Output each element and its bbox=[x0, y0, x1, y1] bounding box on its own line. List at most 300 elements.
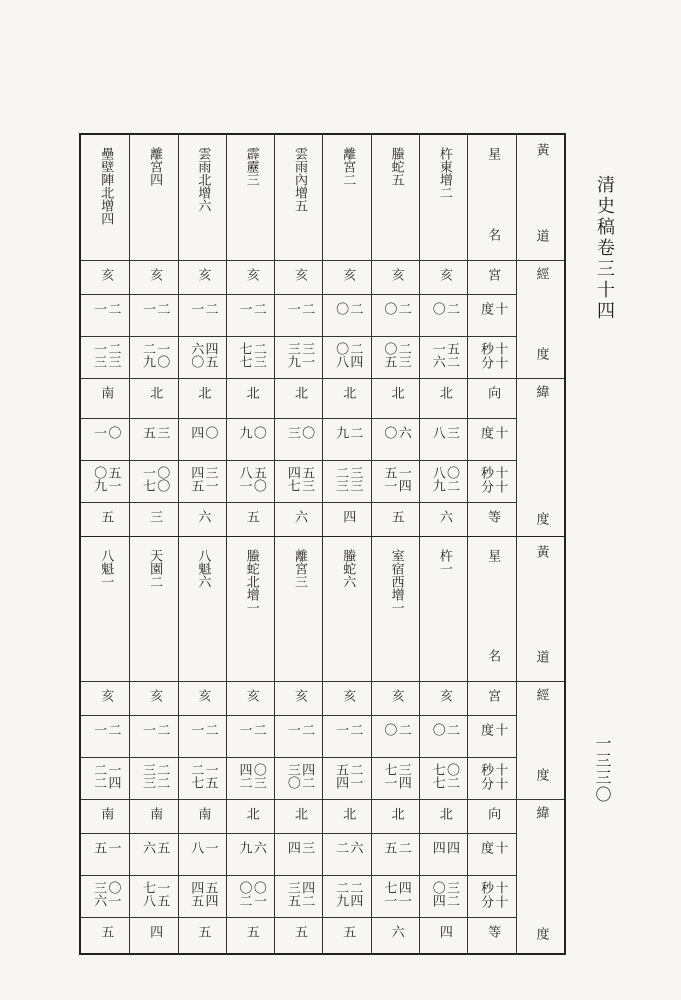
star-value: 三四 七一 bbox=[381, 763, 411, 789]
star-value: 五 bbox=[243, 510, 259, 523]
star-lat_minsec-cell bbox=[81, 875, 129, 917]
star-mag-cell bbox=[274, 917, 322, 953]
star-mag-cell bbox=[226, 917, 274, 953]
star-lat_minsec-cell bbox=[322, 875, 370, 917]
star-value: 二 一 bbox=[91, 302, 121, 315]
label-text: 十 度 bbox=[478, 426, 508, 440]
star-value: 亥 bbox=[195, 689, 211, 702]
star-value: 五 bbox=[243, 925, 259, 938]
star-value: 二一 五四 bbox=[333, 763, 363, 789]
star-value: 北 bbox=[388, 807, 404, 820]
label-lat_minsec bbox=[467, 460, 515, 502]
star-palace-cell bbox=[226, 681, 274, 715]
star-lat_minsec-cell bbox=[129, 875, 177, 917]
label-text: 十十 秒分 bbox=[478, 881, 508, 909]
star-palace-cell bbox=[274, 681, 322, 715]
star-deg-cell bbox=[178, 294, 226, 336]
star-name-cell bbox=[371, 135, 419, 260]
star-mag-cell bbox=[178, 502, 226, 536]
star-value: 北 bbox=[147, 386, 163, 399]
star-value: 六 bbox=[291, 510, 307, 523]
star-value: 二 〇 bbox=[429, 723, 460, 736]
star-lat_minsec-cell bbox=[129, 460, 177, 502]
star-lat_deg-cell bbox=[81, 833, 129, 875]
star-minsec-cell bbox=[274, 757, 322, 799]
star-minsec-cell bbox=[322, 757, 370, 799]
star-minsec-cell bbox=[178, 757, 226, 799]
star-value: 四 bbox=[147, 925, 163, 938]
star-lat_deg-cell bbox=[81, 418, 129, 460]
star-mag-cell bbox=[226, 502, 274, 536]
star-value: 五 bbox=[388, 510, 404, 523]
star-value: 三 五 bbox=[139, 426, 170, 439]
star-value: 亥 bbox=[147, 689, 163, 702]
star-value: 〇三 四二 bbox=[236, 763, 266, 789]
star-value: 亥 bbox=[388, 268, 404, 281]
star-palace-cell bbox=[274, 260, 322, 294]
star-value: 一五 二七 bbox=[188, 763, 218, 789]
star-value: 三 八 bbox=[429, 426, 460, 439]
star-deg-cell bbox=[419, 715, 467, 757]
star-deg-cell bbox=[226, 294, 274, 336]
star-value: 〇 九 bbox=[236, 426, 266, 439]
star-name: 離宮三 bbox=[291, 549, 307, 588]
star-mag-cell bbox=[274, 502, 322, 536]
star-value: 一四 二二 bbox=[91, 763, 121, 789]
star-minsec-cell bbox=[371, 757, 419, 799]
star-value: 北 bbox=[291, 807, 307, 820]
star-lat_minsec-cell bbox=[274, 460, 322, 502]
star-deg-cell bbox=[322, 294, 370, 336]
star-value: 二 一 bbox=[188, 302, 218, 315]
star-lat_minsec-cell bbox=[178, 460, 226, 502]
star-name-cell bbox=[81, 135, 129, 260]
star-value: 二 〇 bbox=[381, 723, 411, 736]
star-minsec-cell bbox=[322, 336, 370, 378]
star-value: 亥 bbox=[195, 268, 211, 281]
table-bottom-half bbox=[81, 536, 564, 955]
star-lat_deg-cell bbox=[274, 418, 322, 460]
star-dir-cell bbox=[274, 378, 322, 418]
star-value: 二 九 bbox=[333, 426, 363, 439]
star-lat_deg-cell bbox=[419, 418, 467, 460]
star-deg-cell bbox=[81, 294, 129, 336]
star-name-cell bbox=[322, 537, 370, 681]
star-value: 四二 三〇 bbox=[284, 763, 315, 789]
star-value: 五一 〇九 bbox=[91, 466, 121, 492]
star-lat_deg-cell bbox=[129, 418, 177, 460]
star-value: 亥 bbox=[291, 689, 307, 702]
star-dir-cell bbox=[419, 799, 467, 833]
star-value: 北 bbox=[388, 386, 404, 399]
star-lat_minsec-cell bbox=[371, 875, 419, 917]
star-value: 五 bbox=[98, 925, 114, 938]
star-lat_deg-cell bbox=[322, 833, 370, 875]
section-huangdao bbox=[516, 537, 564, 681]
star-mag-cell bbox=[419, 917, 467, 953]
star-value: 二 一 bbox=[284, 302, 315, 315]
star-deg-cell bbox=[322, 715, 370, 757]
label-text: 等 bbox=[485, 510, 501, 524]
star-value: 二 五 bbox=[381, 841, 411, 854]
star-lat_deg-cell bbox=[371, 833, 419, 875]
star-lat_minsec-cell bbox=[322, 460, 370, 502]
star-value: 二 一 bbox=[236, 723, 266, 736]
star-lat_minsec-cell bbox=[419, 460, 467, 502]
star-value: 亥 bbox=[388, 689, 404, 702]
star-deg-cell bbox=[371, 715, 419, 757]
star-value: 一 八 bbox=[188, 841, 218, 854]
star-lat_deg-cell bbox=[371, 418, 419, 460]
star-value: 五 bbox=[195, 925, 211, 938]
star-dir-cell bbox=[178, 378, 226, 418]
star-lat_deg-cell bbox=[178, 418, 226, 460]
star-value: 二三 一三 bbox=[91, 342, 121, 368]
star-value: 二四 二九 bbox=[333, 881, 363, 907]
star-name-cell bbox=[81, 537, 129, 681]
star-deg-cell bbox=[371, 294, 419, 336]
star-value: 亥 bbox=[243, 689, 259, 702]
star-name-cell bbox=[129, 537, 177, 681]
star-value: 五二 一六 bbox=[429, 342, 460, 368]
star-value: 〇一 〇二 bbox=[236, 881, 266, 907]
star-mag-cell bbox=[81, 502, 129, 536]
star-value: 六 〇 bbox=[381, 426, 411, 439]
star-name: 雲雨內增五 bbox=[291, 147, 307, 212]
star-minsec-cell bbox=[129, 757, 177, 799]
star-lat_minsec-cell bbox=[226, 460, 274, 502]
star-value: 二四 〇八 bbox=[333, 342, 363, 368]
label-direction bbox=[467, 799, 515, 833]
star-value: 〇 一 bbox=[91, 426, 121, 439]
star-value: 二 一 bbox=[333, 723, 363, 736]
volume-title: 清史稿卷三十四 bbox=[594, 175, 615, 322]
label-text: 宮 bbox=[485, 268, 501, 282]
star-minsec-cell bbox=[226, 336, 274, 378]
label-direction bbox=[467, 378, 515, 418]
star-value: 南 bbox=[195, 807, 211, 820]
star-value: 二三 七七 bbox=[236, 342, 266, 368]
star-value: 二 一 bbox=[284, 723, 315, 736]
star-deg-cell bbox=[226, 715, 274, 757]
star-palace-cell bbox=[81, 681, 129, 715]
star-mag-cell bbox=[322, 502, 370, 536]
label-palace bbox=[467, 260, 515, 294]
star-value: 二 〇 bbox=[333, 302, 363, 315]
label-text: 十 度 bbox=[478, 302, 508, 316]
star-value: 六 bbox=[195, 510, 211, 523]
star-value: 北 bbox=[243, 386, 259, 399]
section-huang: 黃 bbox=[533, 545, 549, 558]
label-text: 向 bbox=[485, 807, 501, 821]
star-value: 北 bbox=[195, 386, 211, 399]
star-value: 三三 二三 bbox=[333, 466, 363, 492]
star-value: 六 bbox=[388, 925, 404, 938]
star-value: 南 bbox=[98, 807, 114, 820]
star-name-cell bbox=[226, 537, 274, 681]
star-mag-cell bbox=[371, 917, 419, 953]
star-name-cell bbox=[129, 135, 177, 260]
star-value: 六 二 bbox=[333, 841, 363, 854]
star-name-cell bbox=[419, 135, 467, 260]
star-minsec-cell bbox=[129, 336, 177, 378]
star-value: 四五 六〇 bbox=[188, 342, 218, 368]
star-name-cell bbox=[226, 135, 274, 260]
star-name: 螣蛇北增一 bbox=[243, 549, 259, 614]
star-value: 北 bbox=[340, 807, 356, 820]
star-minsec-cell bbox=[226, 757, 274, 799]
label-magnitude bbox=[467, 502, 515, 536]
star-value: 亥 bbox=[436, 268, 452, 281]
section-huangdao bbox=[516, 135, 564, 260]
star-value: 〇 四 bbox=[188, 426, 218, 439]
star-mag-cell bbox=[129, 502, 177, 536]
label-text: 宮 bbox=[485, 689, 501, 703]
star-lat_deg-cell bbox=[226, 418, 274, 460]
section-longitude bbox=[516, 260, 564, 378]
star-value: 北 bbox=[436, 386, 452, 399]
label-star-name bbox=[467, 537, 515, 681]
star-minsec-cell bbox=[81, 336, 129, 378]
star-value: 五 六 bbox=[139, 841, 170, 854]
star-value: 一五 七八 bbox=[139, 881, 170, 907]
section-du: 度 bbox=[533, 927, 549, 940]
star-value: 二 〇 bbox=[381, 302, 411, 315]
star-palace-cell bbox=[129, 260, 177, 294]
star-value: 五 bbox=[340, 925, 356, 938]
label-text: 十 度 bbox=[478, 723, 508, 737]
star-deg-cell bbox=[274, 294, 322, 336]
label-text: 十 度 bbox=[478, 841, 508, 855]
star-dir-cell bbox=[371, 799, 419, 833]
star-value: 〇 三 bbox=[284, 426, 315, 439]
star-value: 亥 bbox=[147, 268, 163, 281]
star-mag-cell bbox=[178, 917, 226, 953]
label-magnitude bbox=[467, 917, 515, 953]
star-value: 三 四 bbox=[284, 841, 315, 854]
star-value: 〇一 三六 bbox=[91, 881, 121, 907]
star-lat_minsec-cell bbox=[419, 875, 467, 917]
star-name-cell bbox=[274, 537, 322, 681]
star-value: 亥 bbox=[340, 268, 356, 281]
star-lat_minsec-cell bbox=[274, 875, 322, 917]
star-value: 二 一 bbox=[91, 723, 121, 736]
star-value: 二三 〇五 bbox=[381, 342, 411, 368]
star-value: 三一 四五 bbox=[188, 466, 218, 492]
star-value: 四 四 bbox=[429, 841, 460, 854]
star-value: 二 一 bbox=[188, 723, 218, 736]
star-lat_minsec-cell bbox=[226, 875, 274, 917]
section-du: 度 bbox=[533, 347, 549, 360]
star-dir-cell bbox=[322, 378, 370, 418]
label-lat_deg bbox=[467, 418, 515, 460]
star-value: 五〇 八一 bbox=[236, 466, 266, 492]
star-value: 三一 三九 bbox=[284, 342, 315, 368]
star-value: 四 bbox=[436, 925, 452, 938]
star-value: 一 五 bbox=[91, 841, 121, 854]
star-dir-cell bbox=[322, 799, 370, 833]
star-lat_deg-cell bbox=[178, 833, 226, 875]
star-name: 壘壁陣北增四 bbox=[98, 147, 114, 225]
section-longitude bbox=[516, 681, 564, 799]
star-lat_minsec-cell bbox=[371, 460, 419, 502]
star-value: 北 bbox=[340, 386, 356, 399]
star-value: 五三 四七 bbox=[284, 466, 315, 492]
section-wei: 緯 bbox=[533, 806, 549, 819]
star-value: 四 bbox=[340, 510, 356, 523]
star-value: 五 bbox=[98, 510, 114, 523]
star-catalog-table bbox=[79, 133, 566, 955]
star-dir-cell bbox=[371, 378, 419, 418]
star-value: 南 bbox=[98, 386, 114, 399]
label-text: 十十 秒分 bbox=[478, 342, 508, 370]
star-mag-cell bbox=[129, 917, 177, 953]
star-name: 雲雨北增六 bbox=[195, 147, 211, 212]
header-ming: 名 bbox=[485, 649, 501, 663]
label-deg bbox=[467, 294, 515, 336]
section-du: 度 bbox=[533, 512, 549, 525]
star-value: 四二 三五 bbox=[284, 881, 315, 907]
star-minsec-cell bbox=[419, 336, 467, 378]
star-lat_deg-cell bbox=[226, 833, 274, 875]
star-value: 〇〇 一七 bbox=[139, 466, 170, 492]
header-xing: 星 bbox=[485, 147, 501, 161]
star-dir-cell bbox=[419, 378, 467, 418]
star-name-cell bbox=[178, 537, 226, 681]
star-mag-cell bbox=[322, 917, 370, 953]
star-minsec-cell bbox=[371, 336, 419, 378]
section-jing: 經 bbox=[533, 267, 549, 280]
star-name-cell bbox=[178, 135, 226, 260]
star-lat_minsec-cell bbox=[81, 460, 129, 502]
star-palace-cell bbox=[226, 260, 274, 294]
star-palace-cell bbox=[371, 260, 419, 294]
star-lat_deg-cell bbox=[322, 418, 370, 460]
star-name: 杵一 bbox=[436, 549, 452, 575]
star-value: 二 一 bbox=[139, 302, 170, 315]
label-lat_deg bbox=[467, 833, 515, 875]
star-dir-cell bbox=[81, 378, 129, 418]
star-deg-cell bbox=[419, 294, 467, 336]
star-value: 亥 bbox=[291, 268, 307, 281]
label-text: 十十 秒分 bbox=[478, 466, 508, 494]
star-value: 〇二 八九 bbox=[429, 466, 460, 492]
star-name-cell bbox=[419, 537, 467, 681]
star-name: 霹靂三 bbox=[243, 147, 259, 186]
section-magnitude bbox=[516, 917, 564, 953]
star-value: 一〇 二九 bbox=[139, 342, 170, 368]
star-value: 北 bbox=[436, 807, 452, 820]
label-minsec bbox=[467, 757, 515, 799]
star-dir-cell bbox=[178, 799, 226, 833]
star-value: 六 bbox=[436, 510, 452, 523]
star-minsec-cell bbox=[178, 336, 226, 378]
star-name: 螣蛇六 bbox=[340, 549, 356, 588]
star-palace-cell bbox=[371, 681, 419, 715]
star-dir-cell bbox=[226, 378, 274, 418]
star-value: 二二 三三 bbox=[139, 763, 170, 789]
section-jing: 經 bbox=[533, 688, 549, 701]
star-lat_deg-cell bbox=[129, 833, 177, 875]
label-deg bbox=[467, 715, 515, 757]
star-lat_deg-cell bbox=[419, 833, 467, 875]
section-latitude bbox=[516, 799, 564, 917]
label-text: 十十 秒分 bbox=[478, 763, 508, 791]
section-huang: 黃 bbox=[533, 143, 549, 156]
star-palace-cell bbox=[178, 260, 226, 294]
star-palace-cell bbox=[322, 260, 370, 294]
star-minsec-cell bbox=[419, 757, 467, 799]
star-name: 天園二 bbox=[147, 549, 163, 588]
star-value: 北 bbox=[291, 386, 307, 399]
star-palace-cell bbox=[81, 260, 129, 294]
label-text: 向 bbox=[485, 386, 501, 400]
star-palace-cell bbox=[322, 681, 370, 715]
star-value: 二 一 bbox=[236, 302, 266, 315]
star-mag-cell bbox=[81, 917, 129, 953]
star-name-cell bbox=[371, 537, 419, 681]
label-text: 等 bbox=[485, 925, 501, 939]
star-name: 螣蛇五 bbox=[388, 147, 404, 186]
star-name: 室宿西增一 bbox=[388, 549, 404, 614]
star-value: 三二 〇四 bbox=[429, 881, 460, 907]
star-mag-cell bbox=[419, 502, 467, 536]
label-star-name bbox=[467, 135, 515, 260]
star-palace-cell bbox=[178, 681, 226, 715]
star-dir-cell bbox=[274, 799, 322, 833]
label-palace bbox=[467, 681, 515, 715]
page-number: 一三三〇 bbox=[593, 735, 612, 803]
label-minsec bbox=[467, 336, 515, 378]
star-palace-cell bbox=[419, 681, 467, 715]
label-lat_minsec bbox=[467, 875, 515, 917]
star-deg-cell bbox=[129, 294, 177, 336]
star-name: 八魁六 bbox=[195, 549, 211, 588]
star-value: 北 bbox=[243, 807, 259, 820]
star-value: 亥 bbox=[98, 268, 114, 281]
star-value: 六 九 bbox=[236, 841, 266, 854]
star-mag-cell bbox=[371, 502, 419, 536]
star-value: 亥 bbox=[243, 268, 259, 281]
section-wei: 緯 bbox=[533, 385, 549, 398]
star-lat_minsec-cell bbox=[178, 875, 226, 917]
header-xing: 星 bbox=[485, 549, 501, 563]
table-top-half bbox=[81, 133, 564, 536]
header-ming: 名 bbox=[485, 228, 501, 242]
star-palace-cell bbox=[419, 260, 467, 294]
section-du: 度 bbox=[533, 768, 549, 781]
star-name: 離宮四 bbox=[147, 147, 163, 186]
star-minsec-cell bbox=[81, 757, 129, 799]
star-deg-cell bbox=[178, 715, 226, 757]
star-name: 八魁一 bbox=[98, 549, 114, 588]
star-dir-cell bbox=[129, 799, 177, 833]
star-name-cell bbox=[274, 135, 322, 260]
section-latitude bbox=[516, 378, 564, 502]
star-deg-cell bbox=[274, 715, 322, 757]
star-dir-cell bbox=[129, 378, 177, 418]
star-deg-cell bbox=[129, 715, 177, 757]
star-value: 四一 七一 bbox=[381, 881, 411, 907]
star-deg-cell bbox=[81, 715, 129, 757]
star-value: 三 bbox=[147, 510, 163, 523]
star-value: 亥 bbox=[436, 689, 452, 702]
star-value: 南 bbox=[147, 807, 163, 820]
star-value: 五四 四五 bbox=[188, 881, 218, 907]
star-name-cell bbox=[322, 135, 370, 260]
star-minsec-cell bbox=[274, 336, 322, 378]
star-name: 杵東增二 bbox=[436, 147, 452, 199]
